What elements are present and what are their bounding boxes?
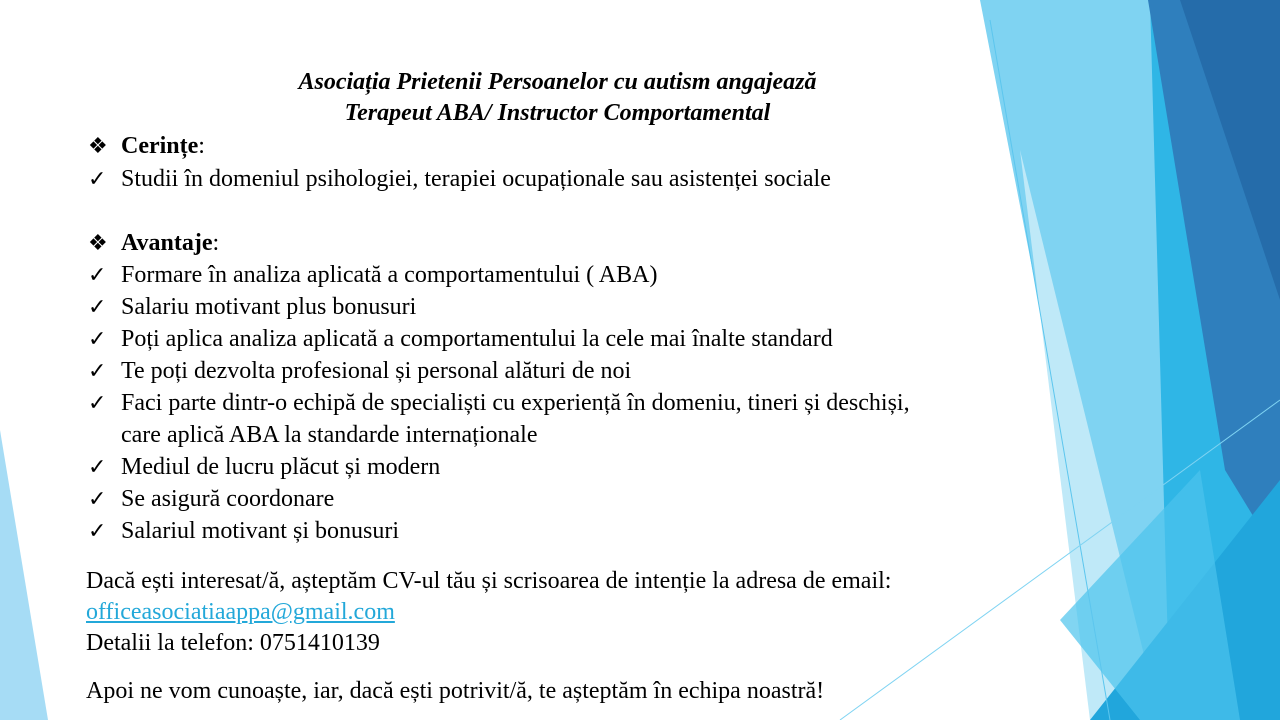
benefits-heading-colon: : — [212, 230, 220, 256]
check-icon: ✓ — [88, 518, 107, 543]
benefit-item: Mediul de lucru plăcut și modern — [121, 454, 441, 480]
requirements-heading-text: Cerințe — [121, 133, 199, 159]
benefit-item: Salariul motivant și bonusuri — [121, 518, 399, 544]
requirements-heading — [121, 130, 205, 162]
contact-intro: Dacă ești interesat/ă, așteptăm CV-ul tău și scrisoarea de intenție la adresa de email: — [86, 568, 892, 594]
requirements-heading-colon: : — [198, 133, 205, 159]
benefit-item: Formare în analiza aplicată a comportamentului ( ABA) — [121, 262, 658, 288]
check-icon: ✓ — [88, 262, 107, 287]
diamond-bullet-icon: ❖ — [88, 133, 108, 158]
check-icon: ✓ — [88, 166, 107, 191]
phone-details: Detalii la telefon: 0751410139 — [86, 630, 380, 656]
email-link[interactable]: officeasociatiaappa@gmail.com — [86, 599, 395, 625]
check-icon: ✓ — [88, 358, 107, 383]
diamond-bullet-icon: ❖ — [88, 230, 108, 255]
check-icon: ✓ — [88, 454, 107, 479]
benefit-item: Faci parte dintr-o echipă de specialiști cu experiență în domeniu, tineri și deschiși, — [121, 390, 910, 416]
benefit-item-continuation: care aplică ABA la standarde internaționale — [121, 422, 538, 448]
benefit-item: Salariu motivant plus bonusuri — [121, 294, 417, 320]
benefit-item: Te poți dezvolta profesional și personal alături de noi — [121, 358, 632, 384]
benefit-item: Se asigură coordonare — [121, 486, 335, 512]
heading-line-2: Terapeut ABA/ Instructor Comportamental — [344, 100, 771, 126]
closing-text: Apoi ne vom cunoaște, iar, dacă ești potrivit/ă, te așteptăm în echipa noastră! — [86, 678, 825, 704]
check-icon: ✓ — [88, 326, 107, 351]
benefits-heading — [121, 227, 219, 259]
check-icon: ✓ — [88, 294, 107, 319]
check-icon: ✓ — [88, 390, 107, 415]
benefits-heading-text: Avantaje — [121, 230, 213, 256]
check-icon: ✓ — [88, 486, 107, 511]
benefit-item: Poți aplica analiza aplicată a comportamentului la cele mai înalte standard — [121, 326, 833, 352]
heading-line-1: Asociația Prietenii Persoanelor cu autism angajează — [298, 69, 817, 95]
requirement-item: Studii în domeniul psihologiei, terapiei ocupaționale sau asistenței sociale — [121, 166, 831, 192]
